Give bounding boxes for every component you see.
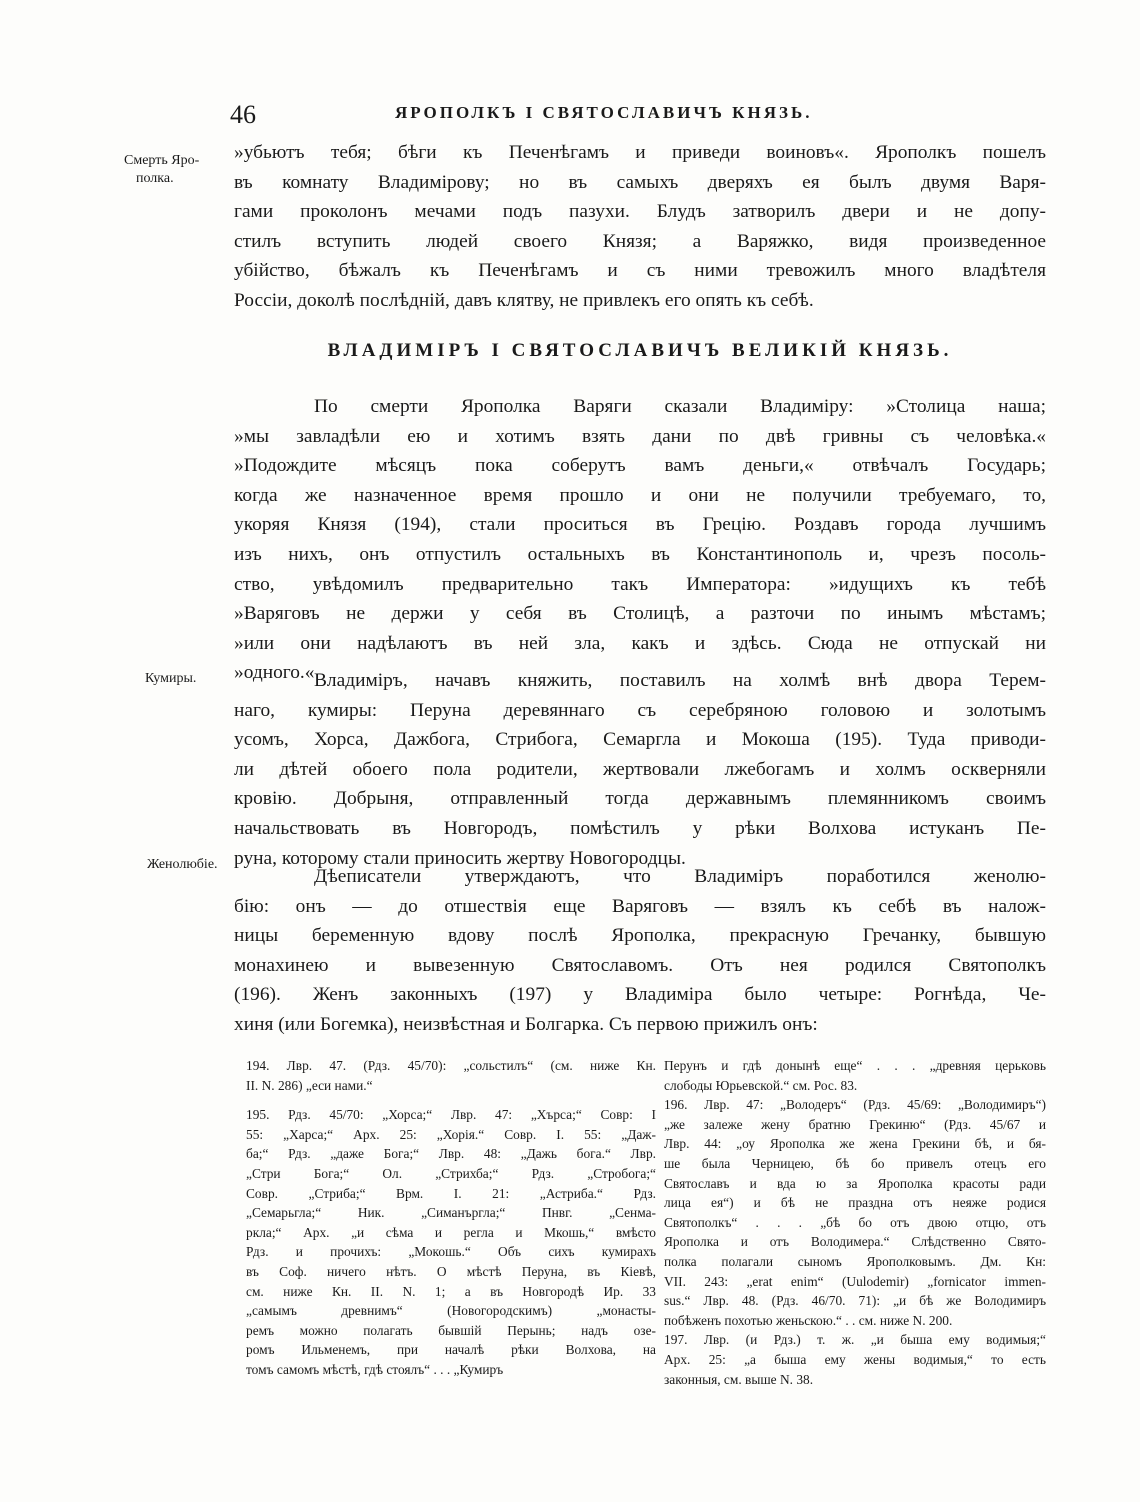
text-line: изъ нихъ, онъ отпустилъ остальныхъ въ Константинополь и, чрезъ посоль-: [234, 543, 1046, 565]
footnote-line: ремъ можно полагать бывшій Перынь; надъ озе-: [246, 1322, 656, 1338]
paragraph-yaropolk-death: [234, 138, 1046, 316]
running-title: ЯРОПОЛКЪ I СВЯТОСЛАВИЧЪ КНЯЗЬ.: [395, 103, 813, 122]
footnote-line: Святославъ и вда ю за Ярополка красоты ради: [664, 1175, 1046, 1191]
margin-note-line: полка.: [136, 171, 174, 186]
text-line: »Подождите мѣсяцъ пока соберутъ вамъ деньги,« отвѣчалъ Государь;: [234, 455, 1046, 477]
footnote-line: sus.“ Лвр. 48. (Рдз. 46/70. 71): „и бѣ же Володимиръ: [664, 1293, 1046, 1309]
footnote-line: см. ниже Кн. II. N. 1; а въ Новгородѣ Ир. 33: [246, 1283, 656, 1299]
footnote-line: ромъ Ильменемъ, при началѣ рѣки Волхова, на: [246, 1342, 656, 1358]
text-line: ли дѣтей обоего пола родители, жертвовали лжебогамъ и холмъ оскверняли: [234, 758, 1046, 780]
text-line: (196). Женъ законныхъ (197) у Владиміра было четыре: Рогнѣда, Че-: [234, 984, 1046, 1006]
text-line: въ комнату Владимірову; но въ самыхъ дверяхъ ея былъ двумя Варя-: [234, 171, 1046, 193]
footnote-line: слободы Юрьевской.“ см. Рос. 83.: [664, 1077, 858, 1093]
text-line: По смерти Ярополка Варяги сказали Владиміру: »Столица наша;: [314, 396, 1046, 417]
footnote-line: побѣженъ похотью женьскою.“ . . см. ниже N. 200.: [664, 1312, 953, 1328]
paragraph-varangians: [234, 392, 1046, 688]
footnote-line: въ Соф. ничего нѣтъ. О мѣстѣ Перуна, въ Кіевѣ,: [246, 1263, 656, 1279]
footnote-line: „же залеже жену братню Грекиню“ (Рдз. 45/67 и: [664, 1116, 1046, 1132]
footnote-line: 195. Рдз. 45/70: „Хорса;“ Лвр. 47: „Хърса;“ Совр: I: [246, 1107, 656, 1123]
text-line: руна, которому стали приносить жертву Новогородцы.: [234, 847, 686, 869]
text-line: бію: онъ — до отшествія еще Варяговъ — взялъ къ себѣ въ налож-: [234, 895, 1046, 917]
margin-note-idols: Кумиры.: [145, 671, 197, 686]
text-line: ство, увѣдомилъ предварительно такъ Императора: »идущихъ къ тебѣ: [234, 573, 1046, 595]
footnote-line: 194. Лвр. 47. (Рдз. 45/70): „сольстилъ“ (см. ниже Кн.: [246, 1058, 656, 1073]
text-line: кровію. Добрыня, отправленный тогда державнымъ племянникомъ своимъ: [234, 788, 1046, 810]
text-line: начальствовать въ Новгородъ, помѣстилъ у рѣки Волхова истуканъ Пе-: [234, 817, 1046, 839]
text-line: »или они надѣлаютъ въ ней зла, какъ и здѣсь. Сюда не отпускай ни: [234, 632, 1046, 654]
footnote-line: Ярополка и отъ Володимера.“ Слѣдственно Свято-: [664, 1234, 1046, 1250]
footnote-line: „Семарьгла;“ Ник. „Симанъргла;“ Пнвг. „Сенма-: [246, 1205, 656, 1221]
text-line: Дѣеписатели утверждаютъ, что Владиміръ поработился женолю-: [314, 866, 1046, 887]
footnote-line: VII. 243: „erat enim“ (Uulodemir) „fornicator immen-: [664, 1273, 1046, 1289]
footnote-line: Перунъ и гдѣ донынѣ еще“ . . . „древняя церьковь: [664, 1058, 1046, 1073]
footnote-line: 196. Лвр. 47: „Володеръ“ (Рдз. 45/69: „Володимиръ“): [664, 1097, 1046, 1113]
text-line: стилъ вступить людей своего Князя; а Варяжко, видя произведенное: [234, 230, 1046, 252]
text-line: хиня (или Богемка), неизвѣстная и Болгарка. Съ первою прижилъ онъ:: [234, 1013, 818, 1035]
footnote-line: ше была Черницею, бѣ бо привелъ отецъ его: [664, 1155, 1046, 1171]
footnotes-left-column: [246, 1056, 656, 1380]
text-line: укоряя Князя (194), стали проситься въ Грецію. Роздавъ города лучшимъ: [234, 514, 1046, 536]
footnote-line: Рдз. и прочихъ: „Мокошь.“ Объ сихъ кумирахъ: [246, 1244, 656, 1260]
text-line: ницы беременную вдову послѣ Ярополка, прекрасную Гречанку, бывшую: [234, 925, 1046, 947]
text-line: »одного.«: [234, 662, 315, 684]
footnote-line: „самымъ древнимъ“ (Новогородскимъ) „монасты-: [246, 1303, 656, 1319]
margin-note-womanizing: Женолюбіе.: [147, 857, 218, 872]
margin-note-death: [124, 152, 199, 188]
text-line: гами проколонъ мечами подъ пазухи. Блудъ затворилъ двери и не допу-: [234, 201, 1046, 223]
footnote-line: законныя, см. выше N. 38.: [664, 1371, 814, 1387]
footnote-line: 55: „Харса;“ Арх. 25: „Хорія.“ Совр. I. 55: „Даж-: [246, 1126, 656, 1142]
text-line: наго, кумиры: Перуна деревяннаго съ серебряною головою и золотымъ: [234, 699, 1046, 721]
text-line: »Варяговъ не держи у себя въ Столицѣ, а разточи по инымъ мѣстамъ;: [234, 603, 1046, 625]
footnote-line: Лвр. 44: „оу Ярополка же жена Грекини бѣ, и бя-: [664, 1136, 1046, 1152]
text-line: убійство, бѣжалъ къ Печенѣгамъ и съ ними тревожилъ много владѣтеля: [234, 260, 1046, 282]
footnote-line: Святополкъ“ . . . „бѣ бо отъ двою отцю, отъ: [664, 1214, 1046, 1230]
text-line: когда же назначенное время прошло и они не получили требуемаго, то,: [234, 484, 1046, 506]
footnotes-right-column: [664, 1056, 1046, 1389]
paragraph-wives: [234, 862, 1046, 1040]
footnote-line: Арх. 25: „а быша ему жены водимыя,“ то есть: [664, 1351, 1046, 1367]
footnote-line: II. N. 286) „еси нами.“: [246, 1077, 373, 1093]
text-line: »мы завладѣли ею и хотимъ взять дани по двѣ гривны съ человѣка.«: [234, 425, 1046, 447]
footnote-line: ркла;“ Арх. „и сѣма и регла и Мкошь,“ вмѣсто: [246, 1224, 656, 1240]
footnote-line: ба;“ Рдз. „даже Бога;“ Лвр. 48: „Дажь бога.“ Лвр.: [246, 1146, 656, 1162]
footnote-line: полка полагали сыномъ Ярополковымъ. Дм. Кн:: [664, 1253, 1046, 1269]
paragraph-idols: [234, 666, 1046, 873]
footnote-line: 197. Лвр. (и Рдз.) т. ж. „и быша ему водимыя;“: [664, 1332, 1046, 1348]
text-line: Россіи, доколѣ послѣдній, давъ клятву, не привлекъ его опять къ себѣ.: [234, 289, 814, 311]
text-line: монахинею и вывезенную Святославомъ. Отъ нея родился Святополкъ: [234, 954, 1046, 976]
margin-note-line: Смерть Яро-: [124, 153, 200, 168]
text-line: »убьютъ тебя; бѣги къ Печенѣгамъ и приведи воиновъ«. Ярополкъ пошелъ: [234, 142, 1046, 163]
text-line: усомъ, Хорса, Дажбога, Стрибога, Семаргла и Мокоша (195). Туда приводи-: [234, 729, 1046, 751]
footnote-line: томъ самомъ мѣстѣ, гдѣ стоялъ“ . . . „Кумиръ: [246, 1361, 504, 1377]
footnote-line: лица ея“) и бѣ не праздна отъ неяже родися: [664, 1195, 1046, 1211]
footnote-gap: [246, 1095, 656, 1105]
section-title: ВЛАДИМІРЪ I СВЯТОСЛАВИЧЪ ВЕЛИКІЙ КНЯЗЬ.: [327, 340, 953, 361]
page-number: 46: [230, 100, 256, 129]
footnote-line: Совр. „Стриба;“ Врм. I. 21: „Астриба.“ Рдз.: [246, 1185, 656, 1201]
text-line: Владиміръ, начавъ княжить, поставилъ на холмѣ внѣ двора Терем-: [314, 670, 1046, 691]
footnote-line: „Стри Бога;“ Ол. „Стрихба;“ Рдз. „Стробога;“: [246, 1165, 656, 1181]
